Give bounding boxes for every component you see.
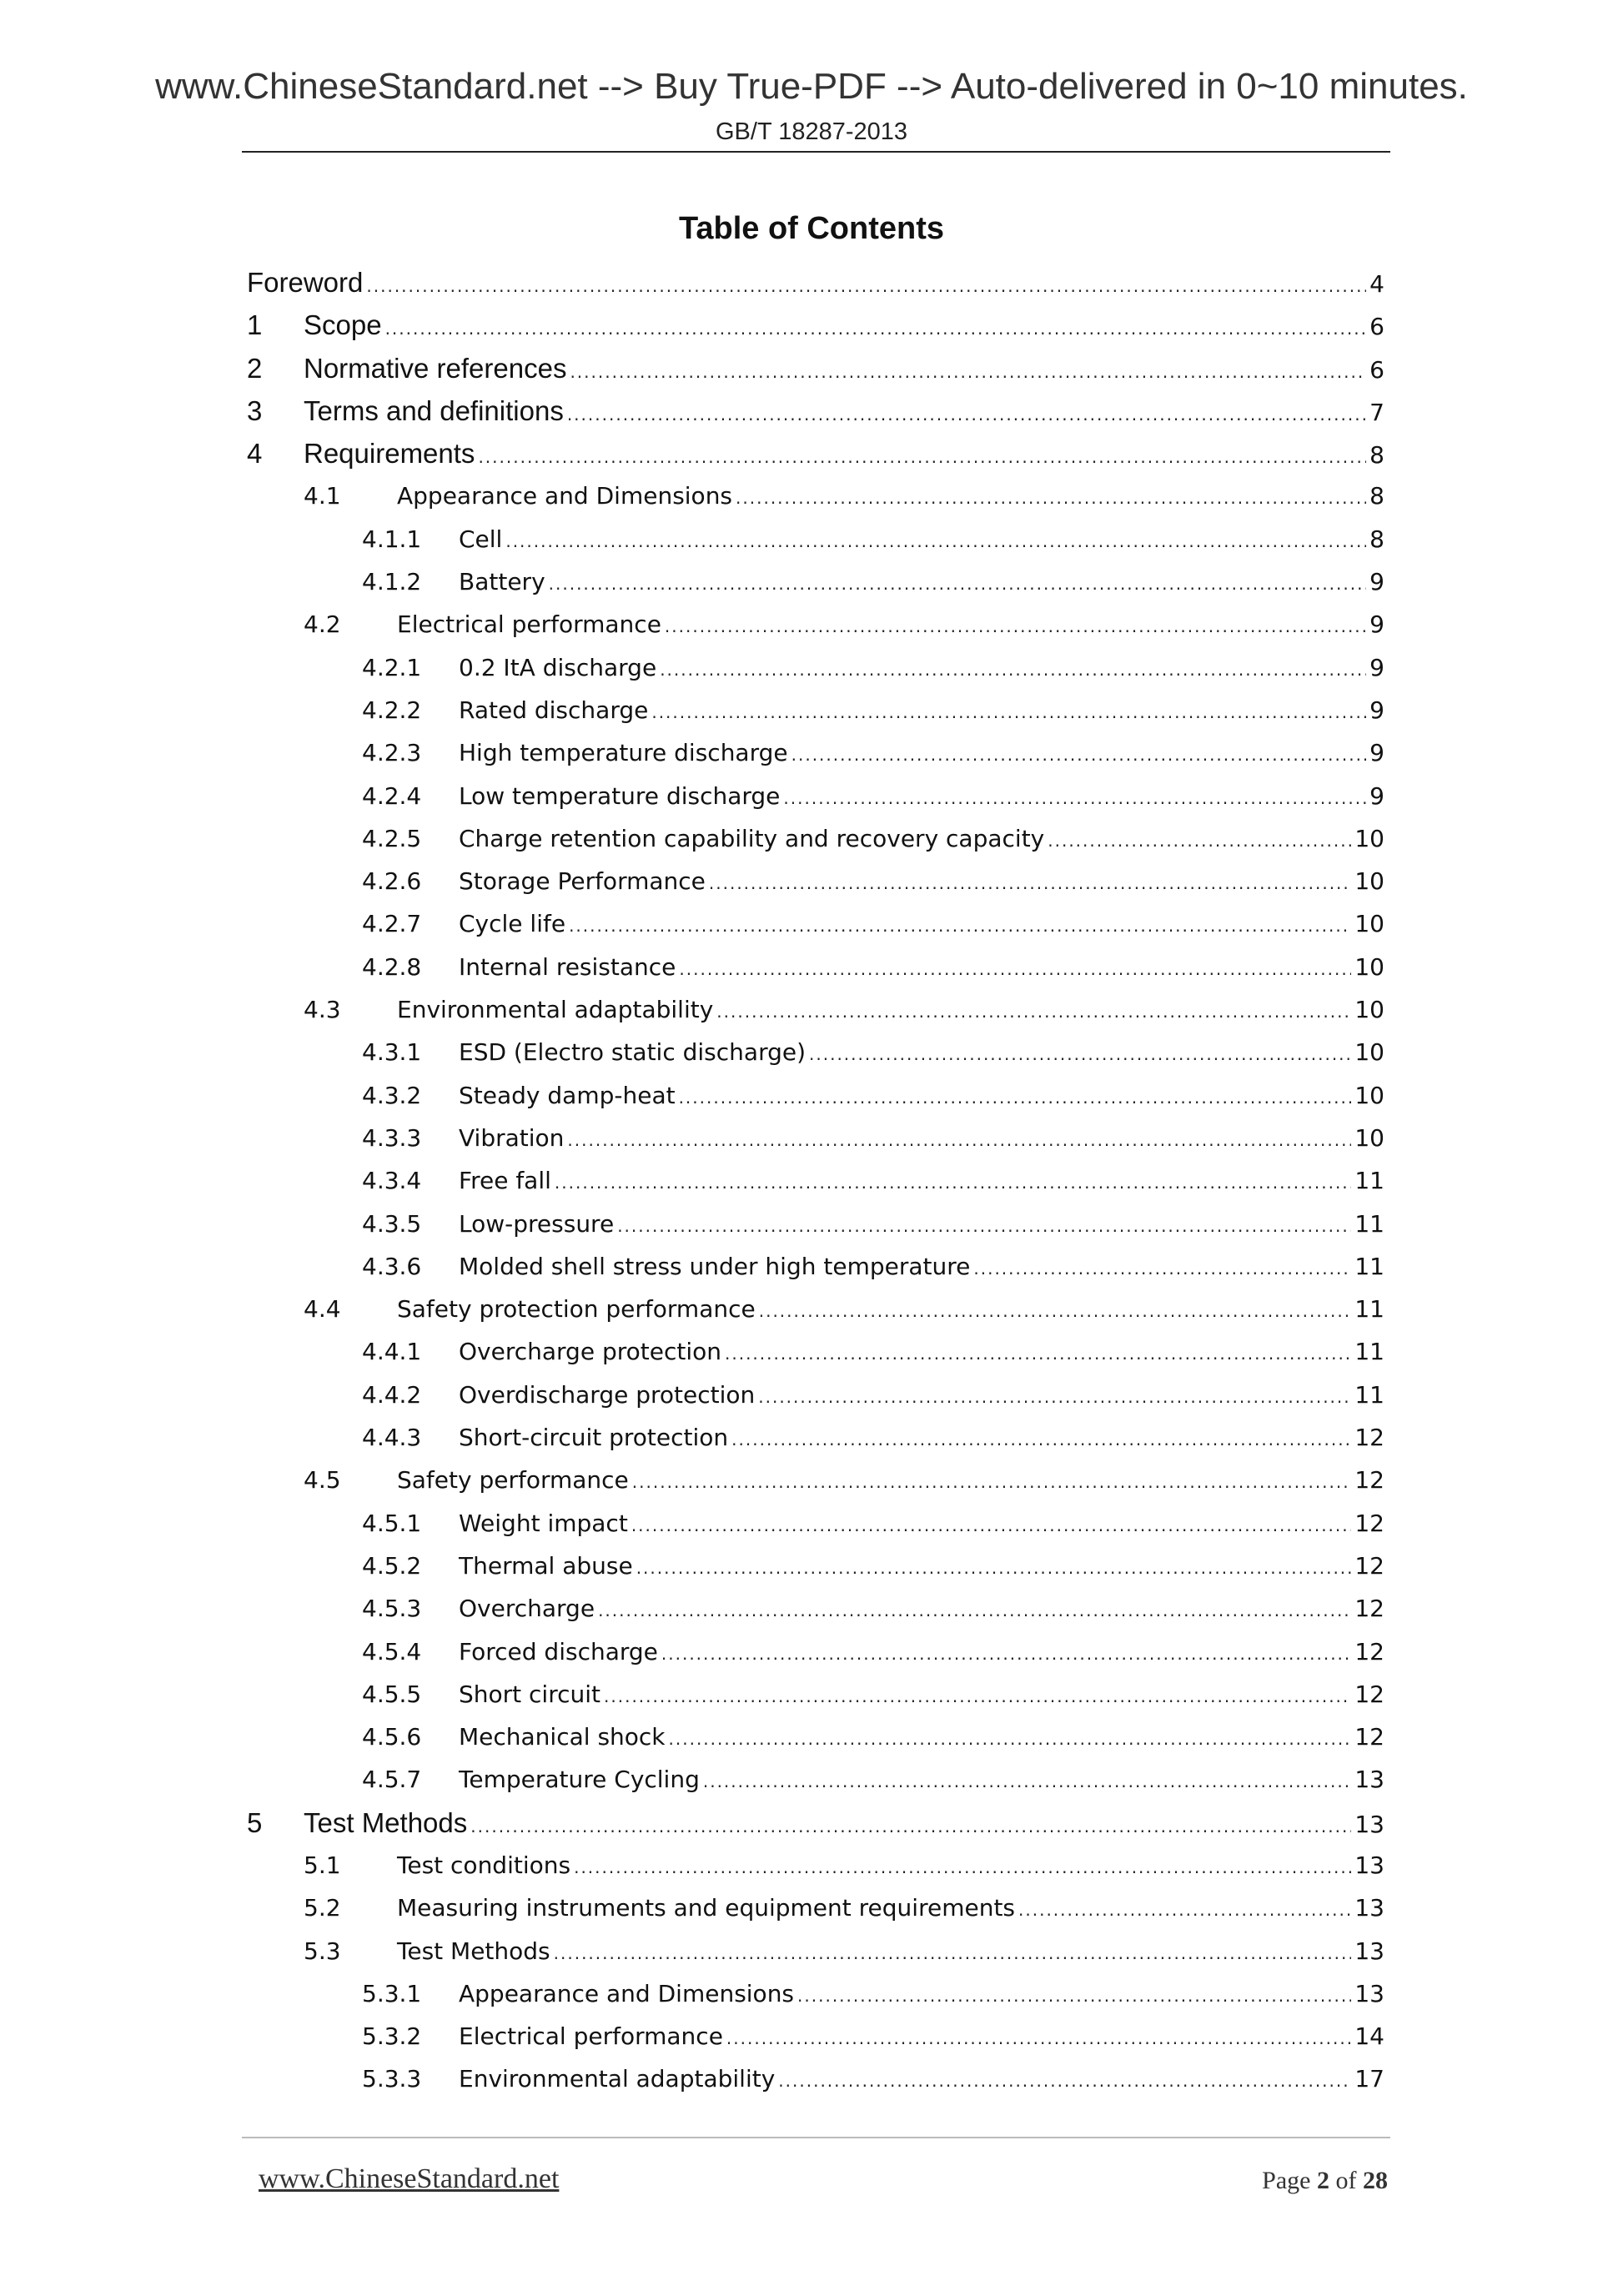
toc-entry-page: 12: [1354, 1723, 1384, 1751]
toc-entry[interactable]: [247, 1630, 1384, 1673]
toc-entry-page: 8: [1369, 482, 1384, 510]
toc-entry-page: 12: [1354, 1551, 1384, 1580]
toc-entry-label: Normative references: [304, 352, 567, 384]
toc-entry[interactable]: [247, 1459, 1384, 1501]
toc-entry[interactable]: [247, 1074, 1384, 1117]
toc-entry-label: Forced discharge: [459, 1637, 658, 1665]
toc-leader-dots: [470, 1806, 1351, 1848]
toc-entry[interactable]: [247, 1930, 1384, 1972]
toc-leader-dots: [631, 1505, 1352, 1547]
toc-entry-label: Short circuit: [459, 1680, 601, 1708]
toc-entry[interactable]: [247, 646, 1384, 689]
toc-entry-number: 4.2.5: [362, 824, 422, 852]
toc-entry[interactable]: [247, 2057, 1384, 2100]
footer-site-link[interactable]: www.ChineseStandard.net: [259, 2163, 560, 2194]
toc-entry-label: Environmental adaptability: [459, 2065, 776, 2093]
toc-entry-label: Internal resistance: [459, 952, 676, 981]
toc-leader-dots: [632, 1461, 1352, 1504]
toc-entry-page: 10: [1354, 952, 1384, 981]
toc-leader-dots: [725, 1333, 1351, 1375]
toc-entry-label: Charge retention capability and recovery capacity: [459, 824, 1045, 852]
toc-entry-number: 5.3.1: [362, 1979, 422, 2007]
toc-entry-label: Mechanical shock: [459, 1723, 666, 1751]
toc-entry-number: 1: [247, 309, 263, 341]
toc-entry-number: 4.5.7: [362, 1766, 422, 1794]
page-current: 2: [1317, 2167, 1329, 2194]
toc-leader-dots: [478, 436, 1366, 479]
toc-leader-dots: [598, 1590, 1351, 1632]
toc-entry[interactable]: [247, 603, 1384, 646]
toc-entry-page: 6: [1369, 313, 1384, 341]
toc-entry-label: Test Methods: [397, 1937, 550, 1965]
toc-leader-dots: [669, 1718, 1352, 1761]
toc-entry-label: Molded shell stress under high temperature: [459, 1252, 971, 1280]
toc-entry-page: 8: [1369, 525, 1384, 553]
toc-entry-number: 5.3.3: [362, 2065, 422, 2093]
toc-entry-number: 5.2: [304, 1894, 341, 1922]
toc-entry[interactable]: [247, 988, 1384, 1031]
toc-leader-dots: [385, 308, 1367, 350]
toc-entry-number: 4.2.4: [362, 781, 422, 810]
toc-leader-dots: [726, 2017, 1351, 2060]
toc-leader-dots: [973, 1248, 1351, 1290]
toc-entry-page: 11: [1354, 1252, 1384, 1280]
toc-entry-label: Electrical performance: [397, 610, 661, 639]
toc-entry[interactable]: [247, 1502, 1384, 1545]
toc-entry[interactable]: [247, 1587, 1384, 1630]
toc-entry-number: 4.5.5: [362, 1680, 422, 1708]
toc-leader-dots: [660, 649, 1366, 691]
toc-entry-label: Low temperature discharge: [459, 781, 781, 810]
toc-entry-number: 4.3.3: [362, 1123, 422, 1152]
toc-leader-dots: [554, 1932, 1352, 1975]
toc-entry-number: 4.3.6: [362, 1252, 422, 1280]
toc-entry-page: 9: [1369, 781, 1384, 810]
toc-entry-number: 4.2.2: [362, 696, 422, 724]
toc-entry-page: 9: [1369, 568, 1384, 596]
toc-leader-dots: [731, 1419, 1351, 1461]
page-of: of: [1335, 2167, 1357, 2194]
toc-entry-page: 13: [1354, 1810, 1384, 1838]
toc-entry-number: 2: [247, 352, 263, 384]
toc-entry-number: 4.3.4: [362, 1167, 422, 1195]
page-total: 28: [1363, 2167, 1388, 2194]
toc-leader-dots: [570, 351, 1366, 394]
toc-entry[interactable]: [247, 902, 1384, 945]
toc-entry[interactable]: [247, 1159, 1384, 1202]
toc-entry-label: Storage Performance: [459, 867, 706, 896]
toc-leader-dots: [574, 1846, 1351, 1889]
toc-entry-number: 4.2.3: [362, 739, 422, 767]
toc-entry[interactable]: [247, 1972, 1384, 2015]
toc-entry-page: 12: [1354, 1637, 1384, 1665]
toc-entry[interactable]: [247, 860, 1384, 902]
toc-leader-dots: [783, 777, 1366, 820]
toc-entry-page: 11: [1354, 1295, 1384, 1324]
toc-leader-dots: [797, 1975, 1351, 2017]
toc-entry-label: Electrical performance: [459, 2022, 723, 2051]
toc-entry-page: 11: [1354, 1380, 1384, 1409]
toc-entry-label: Test Methods: [304, 1806, 468, 1838]
toc-entry-number: 5.3.2: [362, 2022, 422, 2051]
toc-entry-label: Environmental adaptability: [397, 996, 714, 1024]
toc-entry-number: 5.1: [304, 1851, 341, 1879]
toc-entry-number: 4.4.1: [362, 1338, 422, 1366]
toc-entry-page: 10: [1354, 910, 1384, 938]
toc-entry-number: 4.5: [304, 1466, 341, 1495]
toc-leader-dots: [505, 520, 1366, 563]
toc-entry-page: 13: [1354, 1766, 1384, 1794]
toc-entry-label: Foreword: [247, 267, 364, 298]
toc-entry-number: 4.4.2: [362, 1380, 422, 1409]
toc-entry-page: 11: [1354, 1338, 1384, 1366]
toc-entry[interactable]: [247, 304, 1384, 346]
footer-divider: [242, 2137, 1390, 2138]
toc-entry[interactable]: [247, 560, 1384, 603]
toc-entry-label: Steady damp-heat: [459, 1081, 676, 1109]
toc-entry-number: 4.2.1: [362, 653, 422, 681]
toc-entry-page: 9: [1369, 610, 1384, 639]
toc-entry-number: 4.2.6: [362, 867, 422, 896]
toc-entry[interactable]: [247, 1288, 1384, 1330]
toc-entry-page: 10: [1354, 1081, 1384, 1109]
toc-entry-page: 7: [1369, 398, 1384, 426]
toc-entry-label: Short-circuit protection: [459, 1424, 729, 1452]
toc-entry-label: Weight impact: [459, 1509, 628, 1537]
toc-entry-page: 4: [1369, 270, 1384, 298]
toc-entry-page: 13: [1354, 1937, 1384, 1965]
toc-entry-number: 4.5.6: [362, 1723, 422, 1751]
toc-entry[interactable]: [247, 1203, 1384, 1245]
toc-entry-label: Appearance and Dimensions: [459, 1979, 795, 2007]
toc-leader-dots: [617, 1205, 1351, 1248]
document-code: GB/T 18287-2013: [715, 118, 908, 145]
toc-leader-dots: [759, 1290, 1352, 1333]
toc-entry[interactable]: [247, 1673, 1384, 1716]
toc-entry[interactable]: [247, 2015, 1384, 2057]
toc-entry-label: Low-pressure: [459, 1209, 615, 1238]
toc-leader-dots: [791, 734, 1367, 776]
toc-entry-label: Vibration: [459, 1123, 565, 1152]
toc-entry[interactable]: [247, 1844, 1384, 1887]
toc-entry[interactable]: [247, 1758, 1384, 1801]
toc-entry-page: 14: [1354, 2022, 1384, 2051]
toc-leader-dots: [703, 1761, 1352, 1803]
toc-entry-number: 4.2.8: [362, 952, 422, 981]
toc-entry-number: 4.1.1: [362, 525, 422, 553]
toc-entry-page: 12: [1354, 1595, 1384, 1623]
toc-entry-number: 3: [247, 394, 263, 426]
toc-entry[interactable]: [247, 731, 1384, 774]
top-banner-link[interactable]: www.ChineseStandard.net --> Buy True-PDF --> Auto-delivered in 0~10 minutes.: [155, 66, 1468, 107]
toc-entry-page: 8: [1369, 441, 1384, 470]
toc-entry-number: 4: [247, 438, 263, 470]
toc-entry[interactable]: [247, 1031, 1384, 1073]
toc-entry-page: 12: [1354, 1509, 1384, 1537]
toc-entry-page: 13: [1354, 1851, 1384, 1879]
toc-entry-page: 10: [1354, 1038, 1384, 1067]
toc-entry[interactable]: [247, 432, 1384, 475]
toc-entry-label: Safety protection performance: [397, 1295, 756, 1324]
toc-entry-number: 5.3: [304, 1937, 341, 1965]
toc-entry[interactable]: [247, 261, 1384, 304]
toc-entry-number: 4.3.5: [362, 1209, 422, 1238]
toc-entry-number: 4.4.3: [362, 1424, 422, 1452]
toc-entry-label: Thermal abuse: [459, 1551, 633, 1580]
toc-leader-dots: [736, 477, 1366, 520]
toc-entry[interactable]: [247, 1245, 1384, 1288]
toc-leader-dots: [636, 1547, 1352, 1590]
toc-entry-page: 13: [1354, 1979, 1384, 2007]
toc-entry-number: 4.5.1: [362, 1509, 422, 1537]
toc-entry-number: 4.3.2: [362, 1081, 422, 1109]
toc-entry[interactable]: [247, 1716, 1384, 1758]
toc-entry[interactable]: [247, 475, 1384, 517]
toc-entry-number: 4.1: [304, 482, 341, 510]
toc-leader-dots: [778, 2060, 1351, 2103]
toc-entry-label: 0.2 ItA discharge: [459, 653, 657, 681]
toc-entry[interactable]: [247, 1801, 1384, 1844]
toc-entry-page: 17: [1354, 2065, 1384, 2093]
page-number: [1262, 2167, 1388, 2195]
toc-entry-number: 4.5.4: [362, 1637, 422, 1665]
toc-entry-label: Appearance and Dimensions: [397, 482, 733, 510]
page-word: Page: [1262, 2167, 1311, 2194]
toc-entry-label: High temperature discharge: [459, 739, 788, 767]
toc-entry-number: 4.5.3: [362, 1595, 422, 1623]
toc-entry-label: Safety performance: [397, 1466, 629, 1495]
toc-entry-page: 10: [1354, 996, 1384, 1024]
toc-leader-dots: [661, 1633, 1351, 1676]
toc-entry-number: 4.3: [304, 996, 341, 1024]
toc-entry[interactable]: [247, 1887, 1384, 1929]
toc-entry[interactable]: [247, 389, 1384, 432]
toc-entry-label: Free fall: [459, 1167, 551, 1195]
toc-leader-dots: [665, 605, 1366, 648]
toc-entry[interactable]: [247, 1416, 1384, 1459]
toc-entry-number: 4.3.1: [362, 1038, 422, 1067]
toc-leader-dots: [716, 991, 1351, 1033]
toc-entry-label: Terms and definitions: [304, 394, 564, 426]
toc-entry-label: Cell: [459, 525, 503, 553]
toc-entry-number: 4.2.7: [362, 910, 422, 938]
toc-entry[interactable]: [247, 775, 1384, 817]
toc-entry-label: Battery: [459, 568, 545, 596]
table-of-contents: [247, 261, 1384, 2101]
toc-entry-page: 10: [1354, 824, 1384, 852]
toc-entry[interactable]: [247, 347, 1384, 389]
toc-leader-dots: [709, 862, 1351, 905]
toc-leader-dots: [567, 394, 1366, 436]
toc-entry-page: 13: [1354, 1894, 1384, 1922]
toc-leader-dots: [651, 691, 1366, 734]
toc-entry-page: 10: [1354, 1123, 1384, 1152]
toc-leader-dots: [1018, 1889, 1351, 1932]
toc-entry-label: Cycle life: [459, 910, 566, 938]
toc-entry[interactable]: [247, 946, 1384, 988]
toc-leader-dots: [809, 1033, 1351, 1076]
toc-entry-page: 11: [1354, 1209, 1384, 1238]
toc-leader-dots: [604, 1676, 1351, 1718]
toc-entry-page: 9: [1369, 653, 1384, 681]
toc-entry-label: Temperature Cycling: [459, 1766, 700, 1794]
toc-entry-page: 12: [1354, 1680, 1384, 1708]
toc-entry-number: 4.5.2: [362, 1551, 422, 1580]
toc-entry[interactable]: [247, 1545, 1384, 1587]
toc-entry-label: Requirements: [304, 438, 475, 470]
toc-entry[interactable]: [247, 689, 1384, 731]
toc-entry[interactable]: [247, 1117, 1384, 1159]
toc-entry-number: 5: [247, 1806, 263, 1838]
toc-leader-dots: [567, 1119, 1351, 1162]
toc-entry-label: Scope: [304, 309, 382, 341]
toc-entry-label: Rated discharge: [459, 696, 649, 724]
toc-leader-dots: [679, 1077, 1352, 1119]
toc-entry-label: Overcharge protection: [459, 1338, 721, 1366]
toc-leader-dots: [569, 905, 1351, 947]
header-divider: [242, 151, 1390, 153]
toc-entry[interactable]: [247, 1330, 1384, 1373]
toc-entry-page: 6: [1369, 355, 1384, 384]
toc-entry-page: 9: [1369, 696, 1384, 724]
toc-leader-dots: [679, 948, 1351, 991]
toc-leader-dots: [549, 563, 1367, 605]
toc-entry-page: 10: [1354, 867, 1384, 896]
toc-entry-label: Measuring instruments and equipment requirements: [397, 1894, 1016, 1922]
toc-entry-number: 4.4: [304, 1295, 341, 1324]
toc-entry-page: 12: [1354, 1466, 1384, 1495]
toc-leader-dots: [366, 265, 1366, 308]
toc-leader-dots: [1048, 820, 1351, 862]
toc-entry-number: 4.1.2: [362, 568, 422, 596]
toc-entry-page: 12: [1354, 1424, 1384, 1452]
toc-leader-dots: [758, 1376, 1351, 1419]
toc-leader-dots: [555, 1162, 1351, 1204]
toc-entry-label: Test conditions: [397, 1851, 571, 1879]
toc-entry[interactable]: [247, 1374, 1384, 1416]
toc-entry-page: 9: [1369, 739, 1384, 767]
toc-entry-label: Overdischarge protection: [459, 1380, 756, 1409]
toc-entry[interactable]: [247, 518, 1384, 560]
toc-entry[interactable]: [247, 817, 1384, 860]
toc-title: Table of Contents: [678, 211, 945, 246]
toc-entry-label: ESD (Electro static discharge): [459, 1038, 806, 1067]
toc-entry-page: 11: [1354, 1167, 1384, 1195]
toc-entry-label: Overcharge: [459, 1595, 595, 1623]
toc-entry-number: 4.2: [304, 610, 341, 639]
